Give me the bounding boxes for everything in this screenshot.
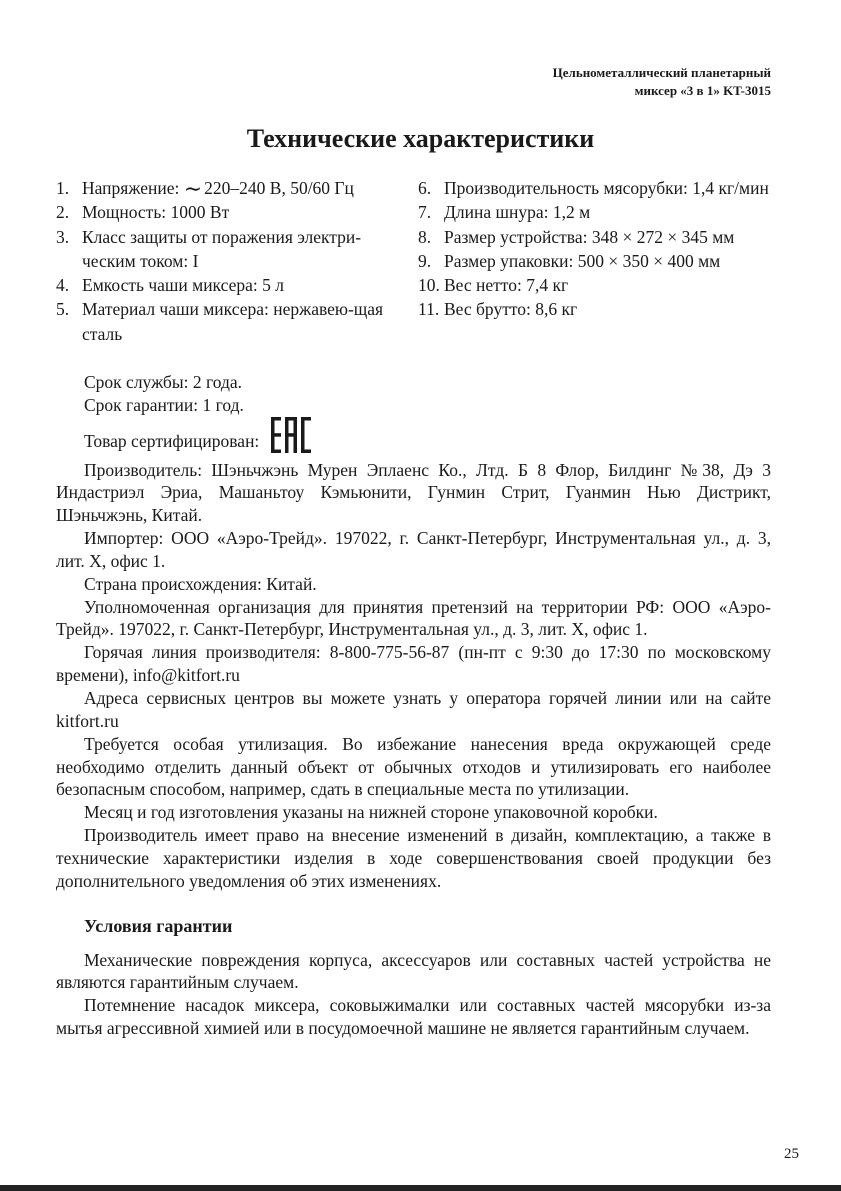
header-line-1: Цельнометаллический планетарный [552,65,771,80]
document-header [371,64,771,100]
paragraph: Месяц и год изготовления указаны на нижней стороне упаковочной коробки. [84,802,658,823]
specs-column-left [56,176,408,346]
service-life: Срок службы: 2 года. [84,372,242,392]
spec-item [56,297,408,346]
paragraph: Производитель: Шэньчжэнь Мурен Эплаенс Ко., Лтд. Б 8 Флор, Билдинг №38, Дэ 3 Индастриэл Эриа, Машаньтоу Кэмьюнити, Гунмин Стрит, Гуанмин Нью Дистрикт, Шэньчжэнь, Китай. [56,459,771,526]
paragraph: Уполномоченная организация для принятия претензий на территории РФ: ООО «Аэро-Трейд». 197022, г. Санкт-Петербург, Инструментальная ул., д. 3, лит. Х, офис 1. [56,596,771,640]
spec-number: 1. [56,178,70,198]
paragraph: Требуется особая утилизация. Во избежание нанесения вреда окружающей среде необходимо отделить данный объект от обычных отходов и утилизировать его наиболее безопасным способом, например, сдать в специальные места по утилизации. [56,733,771,800]
spec-text: Вес брутто: 8,6 кг [444,299,578,320]
spec-text: Вес нетто: 7,4 кг [444,275,569,296]
ac-symbol: ∼ [183,176,203,201]
spec-item [418,225,778,249]
certification-line [84,417,771,459]
specs-column-right [418,176,778,322]
spec-item [418,297,778,321]
spec-text: Производительность мясорубки: 1,4 кг/мин [444,178,769,198]
spec-text: Материал чаши миксера: нержавею-щая сталь [82,299,384,344]
spec-text: Размер устройства: 348 × 272 × 345 мм [444,226,735,247]
spec-number: 6. [418,178,432,198]
spec-item [56,200,408,224]
spec-item [418,273,778,297]
spec-text: Мощность: 1000 Вт [82,202,230,223]
spec-item [418,249,778,273]
spec-text: Класс защиты от поражения электри-ческим током: I [82,226,362,271]
spec-number: 10. [418,275,440,296]
spec-number: 9. [418,250,432,271]
paragraph: Страна происхождения: Китай. [84,573,317,594]
spec-text: 220–240 В, 50/60 Гц [204,178,354,198]
spec-number: 7. [418,202,432,223]
spec-number: 5. [56,299,70,320]
paragraph: Адреса сервисных центров вы можете узнать у оператора горячей линии или на сайте kitfort.ru [56,687,771,731]
paragraph: Производитель имеет право на внесение изменений в дизайн, комплектацию, а также в технические характеристики изделия в ходе совершенствования своей продукции без дополнительного уведомления об этих изменениях. [56,825,771,891]
spec-text: Емкость чаши миксера: 5 л [82,275,284,296]
spec-number: 8. [418,226,432,247]
spec-item [56,176,408,200]
warranty-period: Срок гарантии: 1 год. [84,394,244,415]
page-number: 25 [784,1146,799,1162]
paragraph: Механические повреждения корпуса, аксессуаров или составных частей устройства не являются гарантийным случаем. [56,949,771,993]
spec-text: Размер упаковки: 500 × 350 × 400 мм [444,250,721,271]
page-title: Технические характеристики [246,124,595,153]
paragraph: Горячая линия производителя: 8-800-775-56-87 (пн-пт с 9:30 до 17:30 по московскому времени), info@kitfort.ru [56,642,771,686]
certified-text: Товар сертифицирован: [84,430,260,451]
header-line-2: миксер «3 в 1» KT-3015 [634,83,771,98]
spec-item [56,225,408,274]
paragraph: Потемнение насадок миксера, соковыжималки или составных частей мясорубки из-за мытья агрессивной химией или в посудомоечной машине не является гарантийным случаем. [56,995,771,1039]
spec-number: 11. [418,299,440,320]
spec-label: Напряжение: [82,178,184,198]
spec-item [418,176,778,200]
document-body [56,371,771,1040]
spec-item [56,273,408,297]
spec-item [418,200,778,224]
eac-logo [271,417,311,459]
spec-number: 4. [56,275,70,296]
bottom-rule [0,1185,841,1191]
paragraph: Импортер: ООО «Аэро-Трейд». 197022, г. Санкт-Петербург, Инструментальная ул., д. 3, лит. Х, офис 1. [56,528,771,571]
spec-number: 2. [56,202,70,223]
spec-text: Длина шнура: 1,2 м [444,202,591,223]
warranty-heading: Условия гарантии [84,915,233,936]
spec-number: 3. [56,226,70,247]
